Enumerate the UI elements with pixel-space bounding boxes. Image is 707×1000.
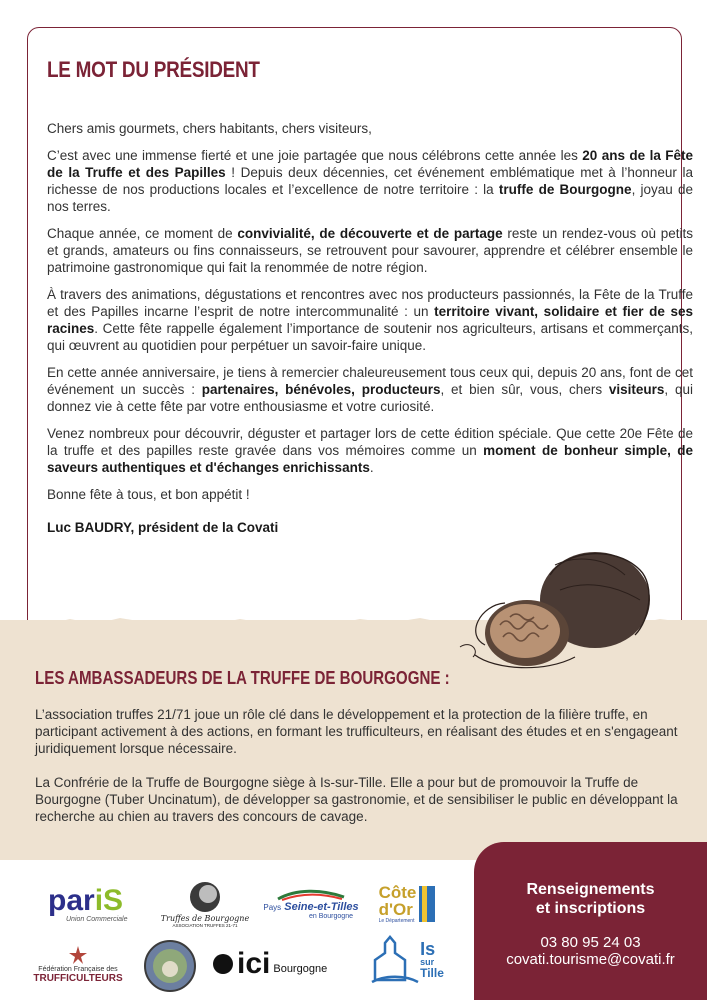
signature: Luc BAUDRY, président de la Covati	[47, 520, 279, 535]
paragraph-1: C’est avec une immense fierté et une joie partagée que nous célébrons cette année les 20 ans de la Fête de la Truffe et des Papilles ! Depuis deux décennies, cet événement emblématique met à l’honneur la richesse de nos productions locales et l’excellence de notre territoire : la truffe de Bourgogne, joyau de nos terres.	[47, 148, 694, 214]
ambassadors-title: LES AMBASSADEURS DE LA TRUFFE DE BOURGOGNE :	[35, 668, 450, 688]
logo-is-sur-tille: Is sur Tille	[362, 930, 452, 990]
logo-federation-trufficulteurs: Fédération Française des TRUFFICULTEURS	[22, 940, 134, 988]
paragraph-5: Venez nombreux pour découvrir, déguster et partager lors de cette édition spéciale. Que cette 20e Fête de la truffe et des papilles reste gravée dans vos mémoires comme un moment de bonheur simple, de saveurs authentiques et d'échanges enrichissants.	[47, 426, 693, 475]
contact-details	[474, 934, 707, 968]
leaf-icon	[67, 944, 89, 966]
confrerie-seal-icon	[143, 939, 197, 993]
contact-phone[interactable]: 03 80 95 24 03	[540, 934, 641, 951]
contact-box	[474, 842, 707, 1000]
truffle-illustration	[455, 545, 665, 675]
truffle-logo-icon	[188, 880, 222, 914]
ambassadors-text	[35, 706, 680, 842]
logo-confrerie	[142, 938, 198, 994]
wave-icon	[276, 889, 346, 901]
logo-cote-dor: Côte d'Or Le Département	[372, 878, 442, 930]
ici-dot-icon	[212, 953, 234, 975]
contact-email[interactable]: covati.tourisme@covati.fr	[506, 951, 675, 968]
contact-heading: Renseignements et inscriptions	[526, 881, 655, 917]
paragraph-3: À travers des animations, dégustations et rencontres avec nos producteurs passionnés, la Fête de la Truffe et des Papilles incarne l’esprit de notre intercommunalité : un territoire vivant, solidaire et fier de ses racines. Cette fête rappelle également l’importance de soutenir nos agriculteurs, artisans et commerçants, qui œuvrent au quotidien pour perpétuer un savoir-faire unique.	[47, 287, 693, 353]
president-title: LE MOT DU PRÉSIDENT	[47, 57, 260, 82]
paragraph-4: En cette année anniversaire, je tiens à remercier chaleureusement tous ceux qui, depuis 20 ans, font de cet événement un succès : partenaires, bénévoles, producteurs, et bien sûr, vous, chers visiteurs, qui donnez vie à cette fête par votre enthousiasme et votre curiosité.	[47, 365, 693, 414]
logo-paris: pariS Union Commerciale	[48, 883, 128, 923]
closing: Bonne fête à tous, et bon appétit !	[47, 487, 250, 502]
logo-ici-bourgogne: ici Bourgogne	[212, 944, 352, 984]
paragraph-2: Chaque année, ce moment de convivialité, de découverte et de partage reste un rendez-vous où petits et grands, amateurs ou fins connaisseurs, se retrouvent pour savourer, apprendre et célébrer ensemble le patrimoine gastronomique qui fait la renommée de notre région.	[47, 226, 694, 275]
church-icon	[370, 935, 420, 985]
cote-dor-stripes-icon	[419, 886, 435, 922]
logo-pays-seine-et-tilles: Pays Seine-et-Tilles en Bourgogne	[262, 884, 360, 924]
president-letter	[47, 120, 693, 546]
ambassadors-paragraph-2: La Confrérie de la Truffe de Bourgogne siège à Is-sur-Tille. Elle a pour but de promouvoir la Truffe de Bourgogne (Tuber Uncinatum), de développer sa gastronomie, et de sensibiliser le public en développant la recherche au chien au travers des concours de cavage.	[35, 775, 678, 824]
greeting: Chers amis gourmets, chers habitants, chers visiteurs,	[47, 121, 372, 136]
logo-truffes-21-71: Truffes de Bourgogne ASSOCIATION TRUFFES 21-71	[160, 876, 250, 932]
ambassadors-paragraph-1: L’association truffes 21/71 joue un rôle clé dans le développement et la protection de la filière truffe, en participant activement à des actions, en formant les trufficulteurs, en réalisant des études et en s'engageant juridiquement lorsque nécessaire.	[35, 707, 678, 756]
